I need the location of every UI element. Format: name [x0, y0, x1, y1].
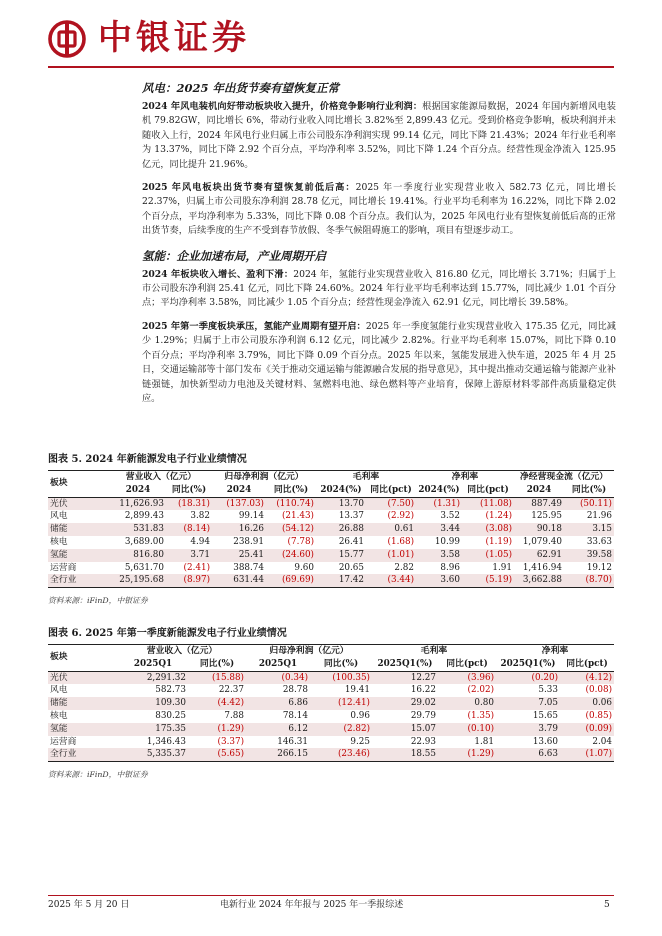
paragraph-lead: 2024 年板块收入增长、盈利下滑： — [142, 268, 294, 280]
footer-report-title: 电新行业 2024 年年报与 2025 年一季报综述 — [220, 900, 404, 910]
table-cell: (3.37) — [217, 736, 244, 747]
table6-group-header-row — [48, 645, 614, 658]
table-row — [48, 497, 614, 510]
table6-subheader: 2025Q1(%) — [496, 658, 560, 671]
table-cell: 29.02 — [372, 697, 438, 710]
table5-subheader: 2024(%) — [416, 484, 462, 497]
table-cell: (4.42) — [188, 697, 246, 710]
paragraph-hydrogen-2025 — [142, 320, 616, 406]
table-cell: (1.31) — [416, 497, 462, 510]
row-label: 氢能 — [48, 549, 110, 562]
table-cell: 10.99 — [434, 536, 460, 547]
table-cell: 19.41 — [344, 685, 370, 696]
table-cell: 16.22 — [410, 685, 436, 696]
table-cell: (5.65) — [188, 748, 246, 761]
table5-subheader: 2024(%) — [316, 484, 366, 497]
table-cell: 0.80 — [438, 697, 496, 710]
header-divider — [48, 66, 614, 68]
table-cell: 5,335.37 — [118, 748, 188, 761]
table-cell: 25.41 — [212, 549, 266, 562]
table6-source: 资料来源：iFinD，中银证券 — [48, 770, 148, 779]
table-row — [48, 671, 614, 684]
page-header — [0, 0, 662, 62]
table-cell: (23.46) — [310, 748, 372, 761]
table-cell: (1.24) — [485, 511, 512, 522]
table-cell: 90.18 — [514, 523, 564, 536]
table-cell: 0.06 — [560, 697, 614, 710]
table6-header-sector: 板块 — [48, 645, 118, 672]
table-cell: 25,195.68 — [110, 574, 166, 587]
table-row — [48, 684, 614, 697]
table5-header-net-margin: 净利率 — [416, 471, 514, 484]
table-cell: 0.96 — [350, 710, 370, 721]
table-cell: 18.55 — [372, 748, 438, 761]
table-cell: 238.91 — [233, 536, 264, 547]
table-cell: 2.04 — [592, 736, 612, 747]
table6-header-net-profit: 归母净利润（亿元） — [246, 645, 372, 658]
table-cell: (8.97) — [166, 574, 212, 587]
table-row — [48, 574, 614, 587]
table-cell: (18.31) — [166, 497, 212, 510]
table-cell: 26.41 — [338, 536, 364, 547]
table-cell: 816.80 — [110, 549, 166, 562]
table-cell: 5,631.70 — [124, 562, 164, 573]
table-row — [48, 736, 614, 749]
table-cell: 146.31 — [277, 736, 308, 747]
table-cell: 4.94 — [190, 536, 210, 547]
paragraph-lead: 2025 年第一季度板块承压，氢能产业周期有望开启： — [142, 320, 366, 332]
table-cell: 7.88 — [224, 710, 244, 721]
table-cell: (12.41) — [310, 697, 372, 710]
table-cell: (1.01) — [366, 549, 416, 562]
table-cell: 22.93 — [410, 736, 436, 747]
table-cell: 26.88 — [316, 523, 366, 536]
table6-subheader: 同比(pct) — [560, 658, 614, 671]
paragraph-text: 2025 年一季度行业实现营业收入 582.73 亿元，同比增长 22.37%，归属上市公司股东净利润 28.78 亿元，同比增长 19.41%。行业平均毛利率为 16.22%，同比下降 2.02 个百分点，平均净利率为 5.33%，同比下降 0.08 个百分点。我们认为，2025 年风电行业有望恢复前低后高的正常出货节奏，后续季度的生产不受到春节放假、冬季气候阻碍施工的影响，项目有望逐步动工。 — [142, 182, 616, 237]
table-cell: 39.58 — [564, 549, 614, 562]
table-cell: 17.42 — [316, 574, 366, 587]
table6 — [48, 644, 614, 762]
table-cell: 21.96 — [586, 511, 612, 522]
table5-header-net-profit: 归母净利润（亿元） — [212, 471, 316, 484]
table5-subheader: 同比(pct) — [366, 484, 416, 497]
table-cell: 1,416.94 — [522, 562, 562, 573]
table-cell: (5.19) — [462, 574, 514, 587]
table-cell: (137.03) — [212, 497, 266, 510]
row-label: 储能 — [48, 523, 110, 536]
table-cell: 19.12 — [586, 562, 612, 573]
table-cell: 13.37 — [338, 511, 364, 522]
table-cell: 3.44 — [416, 523, 462, 536]
table5-subheader: 同比(pct) — [462, 484, 514, 497]
table-cell: (1.05) — [462, 549, 514, 562]
table-cell: 62.91 — [514, 549, 564, 562]
table6-sub-header-row — [48, 658, 614, 671]
table-cell: (1.35) — [467, 710, 494, 721]
table-row — [48, 562, 614, 575]
table6-subheader: 同比(%) — [310, 658, 372, 671]
table-row — [48, 710, 614, 723]
paragraph-lead: 2025 年风电板块出货节奏有望恢复前低后高： — [142, 182, 356, 194]
table6-subheader: 同比(%) — [188, 658, 246, 671]
table-cell: 388.74 — [233, 562, 264, 573]
table-cell: (11.08) — [462, 497, 514, 510]
table-cell: (8.70) — [564, 574, 614, 587]
table-row — [48, 536, 614, 549]
table-cell: 125.95 — [531, 511, 562, 522]
table-row — [48, 723, 614, 736]
table-cell: 12.27 — [372, 671, 438, 684]
table-cell: 3.52 — [440, 511, 460, 522]
table6-subheader: 2025Q1 — [118, 658, 188, 671]
table-cell: 3.79 — [496, 723, 560, 736]
row-label: 氢能 — [48, 723, 118, 736]
table5-header-sector: 板块 — [48, 471, 110, 498]
table-cell: (3.96) — [438, 671, 496, 684]
table-cell: (3.44) — [366, 574, 416, 587]
table-cell: (7.50) — [366, 497, 416, 510]
table-cell: 2.82 — [394, 562, 414, 573]
table-cell: (100.35) — [310, 671, 372, 684]
footer-divider — [48, 895, 614, 896]
table-cell: 8.96 — [440, 562, 460, 573]
row-label: 光伏 — [48, 671, 118, 684]
table6-header-revenue: 营业收入（亿元） — [118, 645, 246, 658]
footer-page-number: 5 — [604, 900, 610, 910]
row-label: 运营商 — [50, 736, 77, 747]
table-cell: (7.78) — [287, 536, 314, 547]
table5-caption: 图表 5. 2024 年新能源发电子行业业绩情况 — [48, 454, 247, 465]
table-cell: 2,291.32 — [118, 671, 188, 684]
table-cell: 6.86 — [246, 697, 310, 710]
brand-name: 中银证券 — [98, 18, 250, 58]
body-content — [142, 80, 616, 415]
table-row — [48, 510, 614, 523]
table-cell: 0.61 — [366, 523, 416, 536]
table-cell: 3.15 — [564, 523, 614, 536]
table-cell: 175.35 — [118, 723, 188, 736]
table-cell: 531.83 — [110, 523, 166, 536]
table5 — [48, 470, 614, 588]
table-cell: (1.19) — [485, 536, 512, 547]
table-cell: 1,346.43 — [146, 736, 186, 747]
section-title-wind: 风电：2025 年出货节奏有望恢复正常 — [142, 81, 340, 95]
table-cell: (110.74) — [266, 497, 316, 510]
table-cell: (0.09) — [560, 723, 614, 736]
table-cell: 582.73 — [155, 685, 186, 696]
table-cell: 3,662.88 — [514, 574, 564, 587]
table6-caption: 图表 6. 2025 年第一季度新能源发电子行业业绩情况 — [48, 628, 287, 639]
paragraph-text: 2025 年一季度氢能行业实现营业收入 175.35 亿元，同比减少 1.29%；归属于上市公司股东净利润 6.12 亿元，同比减少 2.82%。行业平均毛利率 15.07%，同比下降 0.10 个百分点；平均净利率 3.79%，同比下降 0.09 个百分点。2025 年以来，氢能发展进入快车道，2025 年 4 月 25 日，交通运输部等十部门发布《关于推动交通运输与能源融合发展的指导意见》，其中提出推动交通运输与能源产业补链强链，加快新型动力电池及关键材料、氢燃料电池、绿色燃料等产业培育，保障上游原材料零部件高质量稳定供应。 — [142, 320, 616, 404]
table-cell: (0.08) — [585, 685, 612, 696]
paragraph-hydrogen-2024 — [142, 268, 616, 311]
table-cell: (50.11) — [564, 497, 614, 510]
table-cell: 15.77 — [316, 549, 366, 562]
table6-subheader: 同比(pct) — [438, 658, 496, 671]
section-title-hydrogen: 氢能：企业加速布局，产业周期开启 — [142, 248, 326, 263]
table-cell: 3.82 — [190, 511, 210, 522]
table-cell: (0.34) — [246, 671, 310, 684]
table-cell: 5.33 — [538, 685, 558, 696]
table-cell: 9.25 — [350, 736, 370, 747]
table-row — [48, 748, 614, 761]
table-cell: (1.29) — [438, 748, 496, 761]
row-label: 光伏 — [48, 497, 110, 510]
table5-subheader: 同比(%) — [564, 484, 614, 497]
table-cell: 15.07 — [372, 723, 438, 736]
table-cell: 2,899.43 — [124, 511, 164, 522]
row-label: 核电 — [50, 710, 68, 721]
table-cell: 3.71 — [166, 549, 212, 562]
table-cell: (2.92) — [387, 511, 414, 522]
table-cell: (15.88) — [188, 671, 246, 684]
table-cell: 266.15 — [246, 748, 310, 761]
table-cell: (0.20) — [496, 671, 560, 684]
table-cell: 99.14 — [238, 511, 264, 522]
table6-subheader: 2025Q1 — [246, 658, 310, 671]
row-label: 全行业 — [48, 574, 110, 587]
table-cell: (54.12) — [266, 523, 316, 536]
table-cell: 29.79 — [410, 710, 436, 721]
row-label: 运营商 — [50, 562, 77, 573]
table5-subheader: 同比(%) — [266, 484, 316, 497]
table-cell: (1.07) — [560, 748, 614, 761]
table5-sub-header-row — [48, 484, 614, 497]
paragraph-wind-2024 — [142, 100, 616, 172]
table-cell: 33.63 — [586, 536, 612, 547]
table-cell: 11,626.93 — [110, 497, 166, 510]
table5-header-gross-margin: 毛利率 — [316, 471, 416, 484]
table-cell: 6.63 — [496, 748, 560, 761]
table-cell: 13.60 — [532, 736, 558, 747]
table-cell: (24.60) — [266, 549, 316, 562]
table-cell: (1.68) — [387, 536, 414, 547]
table-cell: (2.82) — [310, 723, 372, 736]
table6-subheader: 2025Q1(%) — [372, 658, 438, 671]
table5-header-revenue: 营业收入（亿元） — [110, 471, 212, 484]
table-row — [48, 549, 614, 562]
table5-subheader: 2024 — [514, 484, 564, 497]
table5-subheader: 同比(%) — [166, 484, 212, 497]
table6-header-net-margin: 净利率 — [496, 645, 614, 658]
table-cell: (0.85) — [585, 710, 612, 721]
paragraph-text: 2024 年，氢能行业实现营业收入 816.80 亿元，同比增长 3.71%；归属于上市公司股东净利润 25.41 亿元，同比下降 24.60%。2024 年行业平均毛利率达到 15.77%，同比减少 1.01 个百分点；平均净利率 3.58%，同比减少 1.05 个百分点；经营性现金净流入 62.91 亿元，同比增长 39.58%。 — [142, 268, 616, 309]
footer-date: 2025 年 5 月 20 日 — [48, 900, 130, 910]
table5-body — [48, 497, 614, 588]
table5-group-header-row — [48, 471, 614, 484]
table-cell: 78.14 — [282, 710, 308, 721]
paragraph-text: 根据国家能源局数据，2024 年国内新增风电装机 79.82GW，同比增长 6%，带动行业收入同比增长 3.82%至 2,899.43 亿元。受到价格竞争影响，板块利润并未随收入上行，2024 年风电行业归属上市公司股东净利润实现 99.14 亿元，同比下降 21.43%；2024 年行业毛利率为 13.37%，同比下降 2.92 个百分点，平均净利率 3.52%，同比下降 1.24 个百分点。经营性现金净流入 125.95 亿元，同比提升 21.96%。 — [142, 101, 616, 170]
table-cell: 1,079.40 — [522, 536, 562, 547]
table-cell: 6.12 — [246, 723, 310, 736]
table-cell: 1.91 — [492, 562, 512, 573]
table-cell: 3,689.00 — [124, 536, 164, 547]
table-cell: (4.12) — [560, 671, 614, 684]
row-label: 风电 — [50, 685, 68, 696]
paragraph-wind-2025 — [142, 181, 616, 239]
table-cell: 3.58 — [416, 549, 462, 562]
row-label: 储能 — [48, 697, 118, 710]
table-cell: 22.37 — [218, 685, 244, 696]
table-row — [48, 697, 614, 710]
table-row — [48, 523, 614, 536]
table6-header-gross-margin: 毛利率 — [372, 645, 496, 658]
table-cell: 16.26 — [212, 523, 266, 536]
table-cell: 3.60 — [416, 574, 462, 587]
table-cell: (8.14) — [166, 523, 212, 536]
table-cell: 887.49 — [514, 497, 564, 510]
table5-subheader: 2024 — [212, 484, 266, 497]
table-cell: (69.69) — [266, 574, 316, 587]
table-cell: 830.25 — [155, 710, 186, 721]
table-cell: 1.81 — [474, 736, 494, 747]
table-cell: 631.44 — [212, 574, 266, 587]
table-cell: (3.08) — [462, 523, 514, 536]
table-cell: 28.78 — [282, 685, 308, 696]
paragraph-lead: 2024 年风电装机向好带动板块收入提升，价格竞争影响行业利润： — [142, 101, 423, 112]
table6-body — [48, 671, 614, 762]
row-label: 风电 — [50, 511, 68, 522]
table-cell: 13.70 — [316, 497, 366, 510]
table-cell: 109.30 — [118, 697, 188, 710]
table-cell: 9.60 — [294, 562, 314, 573]
table5-source: 资料来源：iFinD，中银证券 — [48, 596, 148, 605]
table-cell: (2.41) — [183, 562, 210, 573]
table-cell: (2.02) — [467, 685, 494, 696]
row-label: 核电 — [50, 536, 68, 547]
table5-subheader: 2024 — [110, 484, 166, 497]
table-cell: 20.65 — [338, 562, 364, 573]
row-label: 全行业 — [48, 748, 118, 761]
table5-header-cashflow: 净经营现金流（亿元） — [514, 471, 614, 484]
bank-of-china-logo-icon — [48, 20, 86, 58]
table-cell: 7.05 — [496, 697, 560, 710]
table-cell: 15.65 — [532, 710, 558, 721]
table-cell: (0.10) — [438, 723, 496, 736]
table-cell: (1.29) — [188, 723, 246, 736]
table-cell: (21.43) — [281, 511, 314, 522]
